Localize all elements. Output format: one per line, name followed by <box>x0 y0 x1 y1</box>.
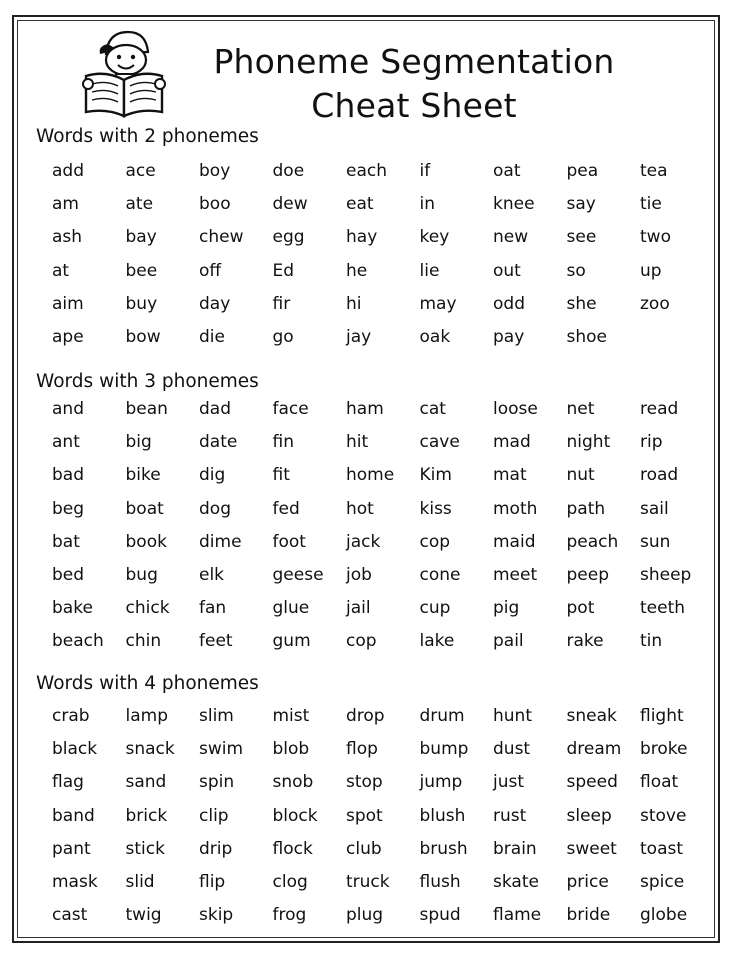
word: cone <box>419 564 461 585</box>
word-row <box>52 871 712 904</box>
word: oat <box>493 161 521 181</box>
word: ate <box>125 194 154 215</box>
word-row <box>52 597 712 630</box>
word: crab <box>52 706 90 726</box>
word: meet <box>493 564 538 585</box>
word: he <box>346 260 368 281</box>
word-row <box>52 705 712 738</box>
word-row <box>52 805 712 838</box>
word: doe <box>272 161 305 181</box>
word: bean <box>125 399 168 419</box>
word-grid-2-phonemes <box>52 160 712 359</box>
word: club <box>346 838 382 859</box>
word: bake <box>52 598 93 619</box>
word: flock <box>272 838 313 859</box>
word: skate <box>493 871 539 892</box>
word: sand <box>125 772 167 793</box>
word: bug <box>125 564 158 585</box>
word: fed <box>272 498 300 519</box>
word: flush <box>419 871 461 892</box>
word: path <box>566 498 606 519</box>
word-row <box>52 904 712 937</box>
word: snob <box>272 772 314 793</box>
word: maid <box>493 531 536 552</box>
word: frog <box>272 905 307 926</box>
word: chew <box>199 227 244 248</box>
word: boo <box>199 194 231 215</box>
word-row <box>52 838 712 871</box>
word: dew <box>272 194 308 215</box>
word: cop <box>346 631 377 652</box>
word-row <box>52 498 712 531</box>
word: at <box>52 260 70 281</box>
word: cave <box>419 432 460 453</box>
word-row <box>52 464 712 497</box>
word: lie <box>419 260 440 281</box>
word: lake <box>419 631 455 652</box>
word: black <box>52 739 98 760</box>
word: moth <box>493 498 538 519</box>
word: bay <box>125 227 157 248</box>
word: hunt <box>493 706 532 726</box>
word: price <box>566 871 609 892</box>
word: dad <box>199 399 231 419</box>
word-row <box>52 160 712 193</box>
word: key <box>419 227 450 248</box>
word: bat <box>52 531 80 552</box>
word: chick <box>125 598 170 619</box>
word: day <box>199 293 231 314</box>
word: foot <box>272 531 306 552</box>
word: ham <box>346 399 384 419</box>
word: clip <box>199 805 229 826</box>
word-row <box>52 326 712 359</box>
word: sleep <box>566 805 612 826</box>
word: twig <box>125 905 162 926</box>
title-line-1: Phoneme Segmentation <box>213 42 615 81</box>
word: knee <box>493 194 535 215</box>
word: brick <box>125 805 168 826</box>
word: sheep <box>640 564 692 585</box>
word: cop <box>419 531 451 552</box>
word-row <box>52 193 712 226</box>
word-row <box>52 738 712 771</box>
word: date <box>199 432 238 453</box>
word: two <box>640 227 671 248</box>
word: dog <box>199 498 231 519</box>
word-row <box>52 564 712 597</box>
word: tie <box>640 194 662 215</box>
word: blob <box>272 739 310 760</box>
section-heading-2-phonemes: Words with 2 phonemes <box>36 126 259 147</box>
word: rip <box>640 432 663 453</box>
word: fir <box>272 293 291 314</box>
word: plug <box>346 905 384 926</box>
word: bike <box>125 465 161 486</box>
word: lamp <box>125 706 168 726</box>
word: may <box>419 293 457 314</box>
word: globe <box>640 905 688 926</box>
word: geese <box>272 564 324 585</box>
word: shoe <box>566 326 607 347</box>
word: die <box>199 326 225 347</box>
word: sail <box>640 498 669 519</box>
word: blush <box>419 805 466 826</box>
word: read <box>640 399 679 419</box>
word: night <box>566 432 611 453</box>
word: up <box>640 260 662 281</box>
word: hay <box>346 227 378 248</box>
word: rake <box>566 631 604 652</box>
word: say <box>566 194 596 215</box>
word: ant <box>52 432 80 453</box>
word: drum <box>419 706 465 726</box>
word-grid-4-phonemes <box>52 705 712 937</box>
word: odd <box>493 293 525 314</box>
word: fan <box>199 598 227 619</box>
word: mat <box>493 465 527 486</box>
word: spot <box>346 805 383 826</box>
boy-reading-book-icon <box>78 24 168 120</box>
word: beg <box>52 498 85 519</box>
word: net <box>566 399 595 419</box>
word: and <box>52 399 84 419</box>
word: slim <box>199 706 234 726</box>
word: peach <box>566 531 619 552</box>
word: hi <box>346 293 362 314</box>
word: mad <box>493 432 531 453</box>
word: jay <box>346 326 372 347</box>
word: pot <box>566 598 595 619</box>
word: spice <box>640 871 685 892</box>
word: face <box>272 399 309 419</box>
word: stick <box>125 838 165 859</box>
word: cast <box>52 905 88 926</box>
word: sweet <box>566 838 617 859</box>
word: jump <box>419 772 463 793</box>
word: gum <box>272 631 311 652</box>
word: swim <box>199 739 244 760</box>
word: bad <box>52 465 84 486</box>
word: rust <box>493 805 527 826</box>
word: nut <box>566 465 595 486</box>
word: bride <box>566 905 611 926</box>
word: home <box>346 465 395 486</box>
word: fin <box>272 432 294 453</box>
word-row <box>52 226 712 259</box>
word-row <box>52 531 712 564</box>
word: ash <box>52 227 83 248</box>
word: bump <box>419 739 469 760</box>
word: drop <box>346 706 385 726</box>
word: slid <box>125 871 155 892</box>
word: tea <box>640 161 668 181</box>
word: flag <box>52 772 84 793</box>
word: so <box>566 260 586 281</box>
word: elk <box>199 564 225 585</box>
word: am <box>52 194 79 215</box>
word: oak <box>419 326 451 347</box>
word-row <box>52 771 712 804</box>
word: book <box>125 531 167 552</box>
word: buy <box>125 293 158 314</box>
word: speed <box>566 772 618 793</box>
word: new <box>493 227 529 248</box>
word: aim <box>52 293 84 314</box>
word: brush <box>419 838 468 859</box>
word: pail <box>493 631 524 652</box>
word: boy <box>199 161 231 181</box>
word: bow <box>125 326 161 347</box>
word: add <box>52 161 84 181</box>
word: pea <box>566 161 599 181</box>
word: teeth <box>640 598 686 619</box>
word: boat <box>125 498 164 519</box>
word: road <box>640 465 679 486</box>
word: skip <box>199 905 234 926</box>
word-row <box>52 630 712 663</box>
word: broke <box>640 739 688 760</box>
word: drip <box>199 838 233 859</box>
word: pay <box>493 326 525 347</box>
word: mask <box>52 871 98 892</box>
word: dig <box>199 465 226 486</box>
word: big <box>125 432 152 453</box>
word: beach <box>52 631 104 652</box>
word: flop <box>346 739 378 760</box>
word: block <box>272 805 318 826</box>
word: if <box>419 161 431 181</box>
word: jail <box>346 598 371 619</box>
word: zoo <box>640 293 670 314</box>
word: go <box>272 326 294 347</box>
word: bed <box>52 564 85 585</box>
word: brain <box>493 838 537 859</box>
word: each <box>346 161 387 181</box>
word: dust <box>493 739 531 760</box>
word: toast <box>640 838 684 859</box>
word: hit <box>346 432 369 453</box>
word: pig <box>493 598 520 619</box>
word-row <box>52 398 712 431</box>
word: feet <box>199 631 233 652</box>
word: out <box>493 260 521 281</box>
word: cup <box>419 598 451 619</box>
word: ace <box>125 161 156 181</box>
word: band <box>52 805 95 826</box>
title-line-2: Cheat Sheet <box>311 86 517 125</box>
word: mist <box>272 706 310 726</box>
word: pant <box>52 838 91 859</box>
word: stove <box>640 805 687 826</box>
word: chin <box>125 631 162 652</box>
word: truck <box>346 871 390 892</box>
section-heading-4-phonemes: Words with 4 phonemes <box>36 673 259 694</box>
word: hot <box>346 498 374 519</box>
word: ape <box>52 326 84 347</box>
word: float <box>640 772 679 793</box>
word: Kim <box>419 465 452 486</box>
word: see <box>566 227 597 248</box>
word: flight <box>640 706 684 726</box>
word: off <box>199 260 222 281</box>
word: just <box>493 772 525 793</box>
word: fit <box>272 465 290 486</box>
section-heading-3-phonemes: Words with 3 phonemes <box>36 371 259 392</box>
word: spud <box>419 905 461 926</box>
word: peep <box>566 564 609 585</box>
word: glue <box>272 598 310 619</box>
word-row <box>52 431 712 464</box>
word-row <box>52 260 712 293</box>
word: in <box>419 194 435 215</box>
word: egg <box>272 227 305 248</box>
word-grid-3-phonemes <box>52 398 712 664</box>
word: bee <box>125 260 158 281</box>
word: stop <box>346 772 383 793</box>
word: eat <box>346 194 374 215</box>
word: dime <box>199 531 242 552</box>
word: loose <box>493 399 538 419</box>
word: snack <box>125 739 175 760</box>
word: jack <box>346 531 381 552</box>
word: Ed <box>272 260 295 281</box>
word: clog <box>272 871 308 892</box>
word: sneak <box>566 706 617 726</box>
word: spin <box>199 772 235 793</box>
word: cat <box>419 399 446 419</box>
word: flip <box>199 871 226 892</box>
word: she <box>566 293 597 314</box>
word: tin <box>640 631 663 652</box>
word: flame <box>493 905 542 926</box>
word: dream <box>566 739 622 760</box>
word: sun <box>640 531 671 552</box>
word-row <box>52 293 712 326</box>
word: job <box>346 564 372 585</box>
word: kiss <box>419 498 452 519</box>
